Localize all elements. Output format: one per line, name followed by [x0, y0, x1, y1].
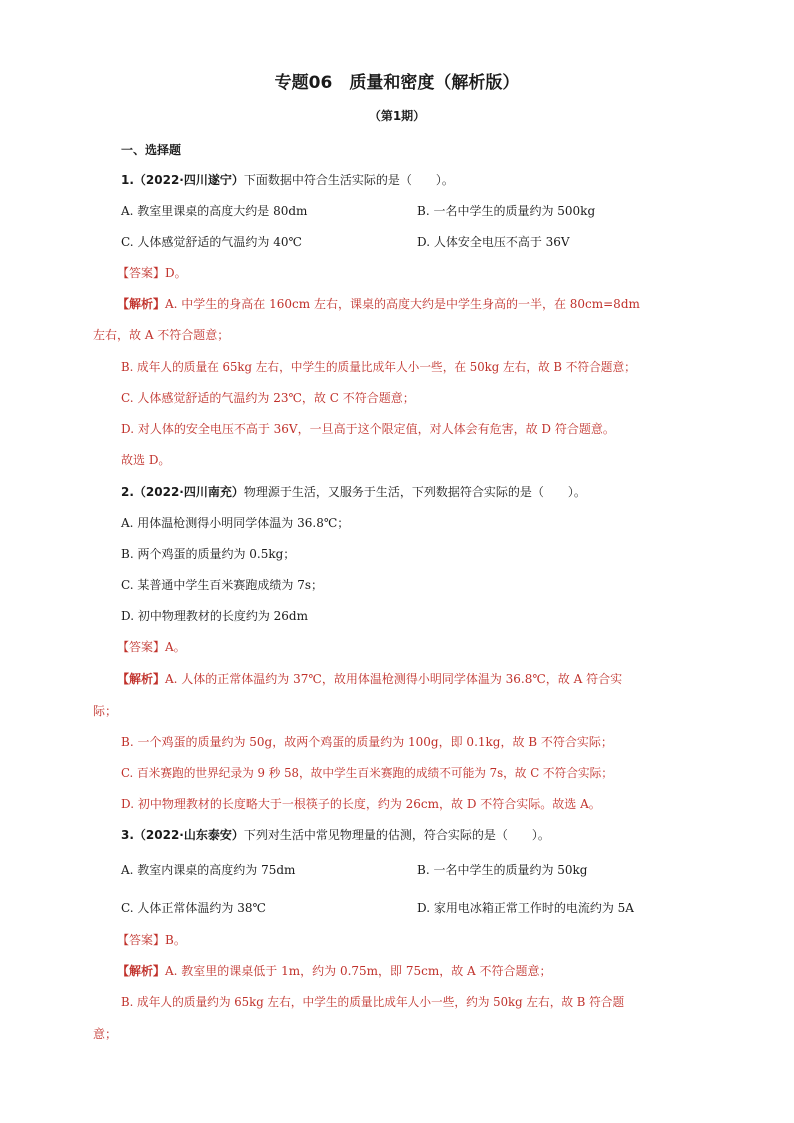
q2-analysis-line-2: 际；	[93, 704, 118, 718]
q1-analysis-line-4: C. 人体感觉舒适的气温约为 23℃，故 C 不符合题意；	[121, 391, 415, 405]
q2-option-d: D. 初中物理教材的长度约为 26dm	[121, 609, 308, 623]
document-title: 专题06 质量和密度（解析版）	[274, 73, 520, 93]
q3-analysis-line-2: B. 成年人的质量约为 65kg 左右，中学生的质量比成年人小一些，约为 50kg 左右，故 B 符合题	[121, 995, 625, 1009]
q1-analysis-line-2: 左右，故 A 不符合题意；	[93, 328, 230, 342]
q2-stem-text: 物理源于生活，又服务于生活，下列数据符合实际的是（ ）。	[243, 485, 586, 499]
q3-option-c: C. 人体正常体温约为 38℃	[121, 901, 266, 915]
q1-option-b: B. 一名中学生的质量约为 500kg	[417, 204, 596, 218]
q3-analysis-label: 【解析】	[117, 964, 166, 978]
q2-analysis-label: 【解析】	[117, 672, 166, 686]
q2-option-a: A. 用体温枪测得小明同学体温为 36.8℃；	[121, 516, 350, 530]
q1-stem-text: 下面数据中符合生活实际的是（ ）。	[243, 173, 454, 187]
q2-analysis-line-1: 【解析】A. 人体的正常体温约为 37℃，故用体温枪测得小明同学体温为 36.8℃，故 A 符合实	[117, 672, 623, 686]
q1-conclusion: 故选 D。	[121, 453, 171, 467]
issue-subtitle: （第1期）	[368, 109, 426, 123]
q1-analysis-line-3: B. 成年人的质量在 65kg 左右，中学生的质量比成年人小一些，在 50kg 左右，故 B 不符合题意；	[121, 360, 636, 374]
q1-analysis-line-5: D. 对人体的安全电压不高于 36V，一旦高于这个限定值，对人体会有危害，故 D 符合题意。	[121, 422, 615, 436]
q1-answer: 【答案】D。	[117, 266, 187, 280]
q1-option-d: D. 人体安全电压不高于 36V	[417, 235, 570, 249]
q3-analysis-line-3: 意；	[93, 1027, 118, 1041]
section-heading: 一、选择题	[121, 143, 182, 157]
q1-source: 1.（2022·四川遂宁）	[121, 173, 244, 187]
q2-source: 2.（2022·四川南充）	[121, 485, 244, 499]
q3-source: 3.（2022·山东泰安）	[121, 828, 244, 842]
q3-answer: 【答案】B。	[117, 933, 186, 947]
q3-stem	[121, 827, 550, 843]
q3-option-b: B. 一名中学生的质量约为 50kg	[417, 863, 588, 877]
q2-option-c: C. 某普通中学生百米赛跑成绩为 7s；	[121, 578, 323, 592]
q2-analysis-line-4: C. 百米赛跑的世界纪录为 9 秒 58，故中学生百米赛跑的成绩不可能为 7s，故 C 不符合实际；	[121, 766, 613, 780]
q1-analysis-line-1: 【解析】A. 中学生的身高在 160cm 左右，课桌的高度大约是中学生身高的一半，在 80cm=8dm	[117, 297, 640, 311]
q3-option-a: A. 教室内课桌的高度约为 75dm	[121, 863, 296, 877]
q2-option-b: B. 两个鸡蛋的质量约为 0.5kg；	[121, 547, 296, 561]
q2-analysis-line-5: D. 初中物理教材的长度略大于一根筷子的长度，约为 26cm，故 D 不符合实际。故选 A。	[121, 797, 601, 811]
q2-answer: 【答案】A。	[117, 640, 186, 654]
q2-analysis-line-3: B. 一个鸡蛋的质量约为 50g，故两个鸡蛋的质量约为 100g，即 0.1kg，故 B 不符合实际；	[121, 735, 613, 749]
q3-analysis-line-1: 【解析】A. 教室里的课桌低于 1m，约为 0.75m，即 75cm，故 A 不符合题意；	[117, 964, 552, 978]
q3-option-d: D. 家用电冰箱正常工作时的电流约为 5A	[417, 901, 634, 915]
q3-stem-text: 下列对生活中常见物理量的估测，符合实际的是（ ）。	[243, 828, 550, 842]
q2-stem	[121, 484, 586, 500]
q1-option-a: A. 教室里课桌的高度大约是 80dm	[121, 204, 308, 218]
q1-analysis-label: 【解析】	[117, 297, 166, 311]
q1-stem	[121, 172, 454, 188]
q1-option-c: C. 人体感觉舒适的气温约为 40℃	[121, 235, 302, 249]
